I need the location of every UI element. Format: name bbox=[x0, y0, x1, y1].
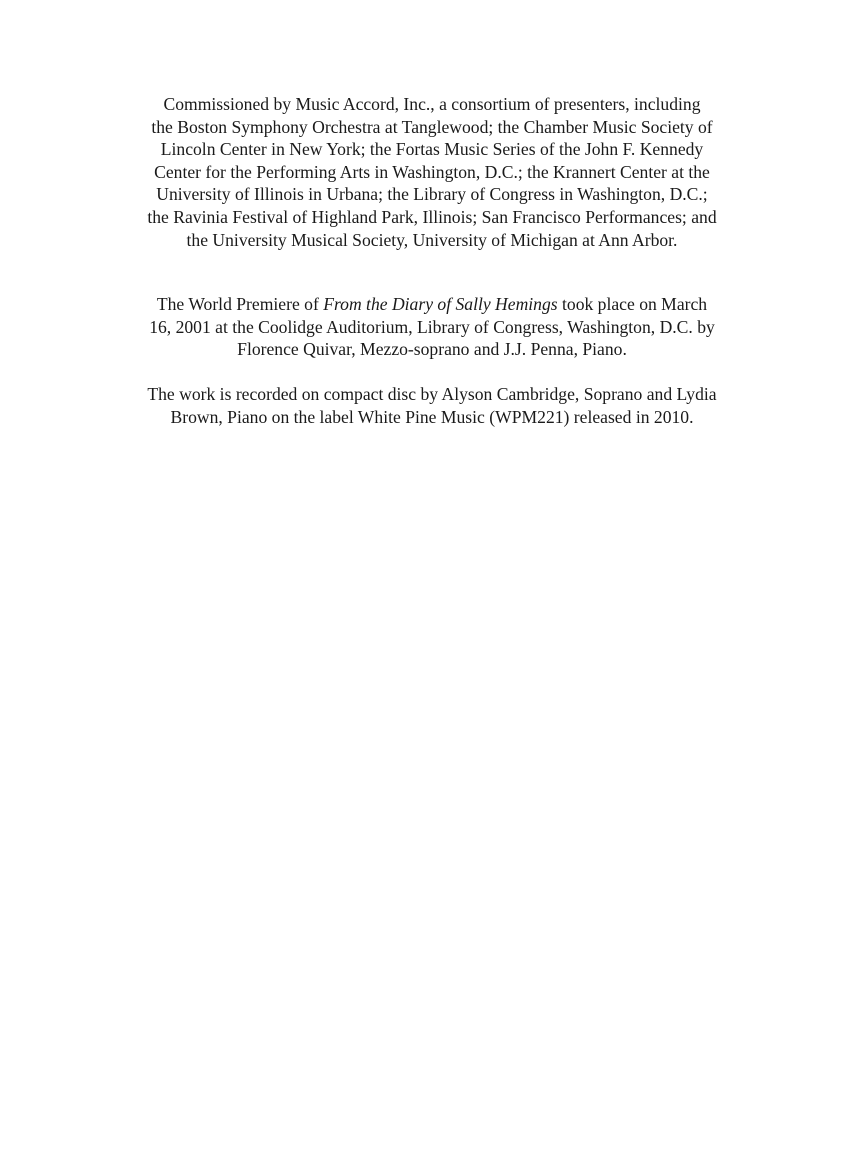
premiere-paragraph bbox=[0, 293, 864, 361]
premiere-line: Florence Quivar, Mezzo-soprano and J.J. Penna, Piano. bbox=[237, 339, 627, 360]
commission-line: Lincoln Center in New York; the Fortas Music Series of the John F. Kennedy bbox=[160, 139, 704, 160]
premiere-line: 16, 2001 at the Coolidge Auditorium, Library of Congress, Washington, D.C. by bbox=[149, 316, 715, 337]
commission-line: the Ravinia Festival of Highland Park, Illinois; San Francisco Performances; and bbox=[147, 206, 717, 227]
recording-paragraph bbox=[0, 383, 864, 428]
premiere-line bbox=[0, 293, 864, 316]
commission-paragraph bbox=[0, 93, 864, 251]
premiere-intro-text: The World Premiere of bbox=[156, 294, 324, 314]
recording-line: Brown, Piano on the label White Pine Music (WPM221) released in 2010. bbox=[170, 406, 694, 427]
commission-line: Center for the Performing Arts in Washington, D.C.; the Krannert Center at the bbox=[154, 161, 710, 182]
premiere-date-text: took place on March bbox=[557, 294, 708, 314]
commission-line: the University Musical Society, University of Michigan at Ann Arbor. bbox=[186, 229, 678, 250]
commission-line: University of Illinois in Urbana; the Library of Congress in Washington, D.C.; bbox=[156, 184, 708, 205]
work-title: From the Diary of Sally Hemings bbox=[323, 294, 558, 314]
recording-line: The work is recorded on compact disc by Alyson Cambridge, Soprano and Lydia bbox=[147, 384, 717, 404]
commission-line: the Boston Symphony Orchestra at Tanglewood; the Chamber Music Society of bbox=[151, 116, 713, 137]
commission-line: Commissioned by Music Accord, Inc., a consortium of presenters, including bbox=[163, 94, 701, 114]
